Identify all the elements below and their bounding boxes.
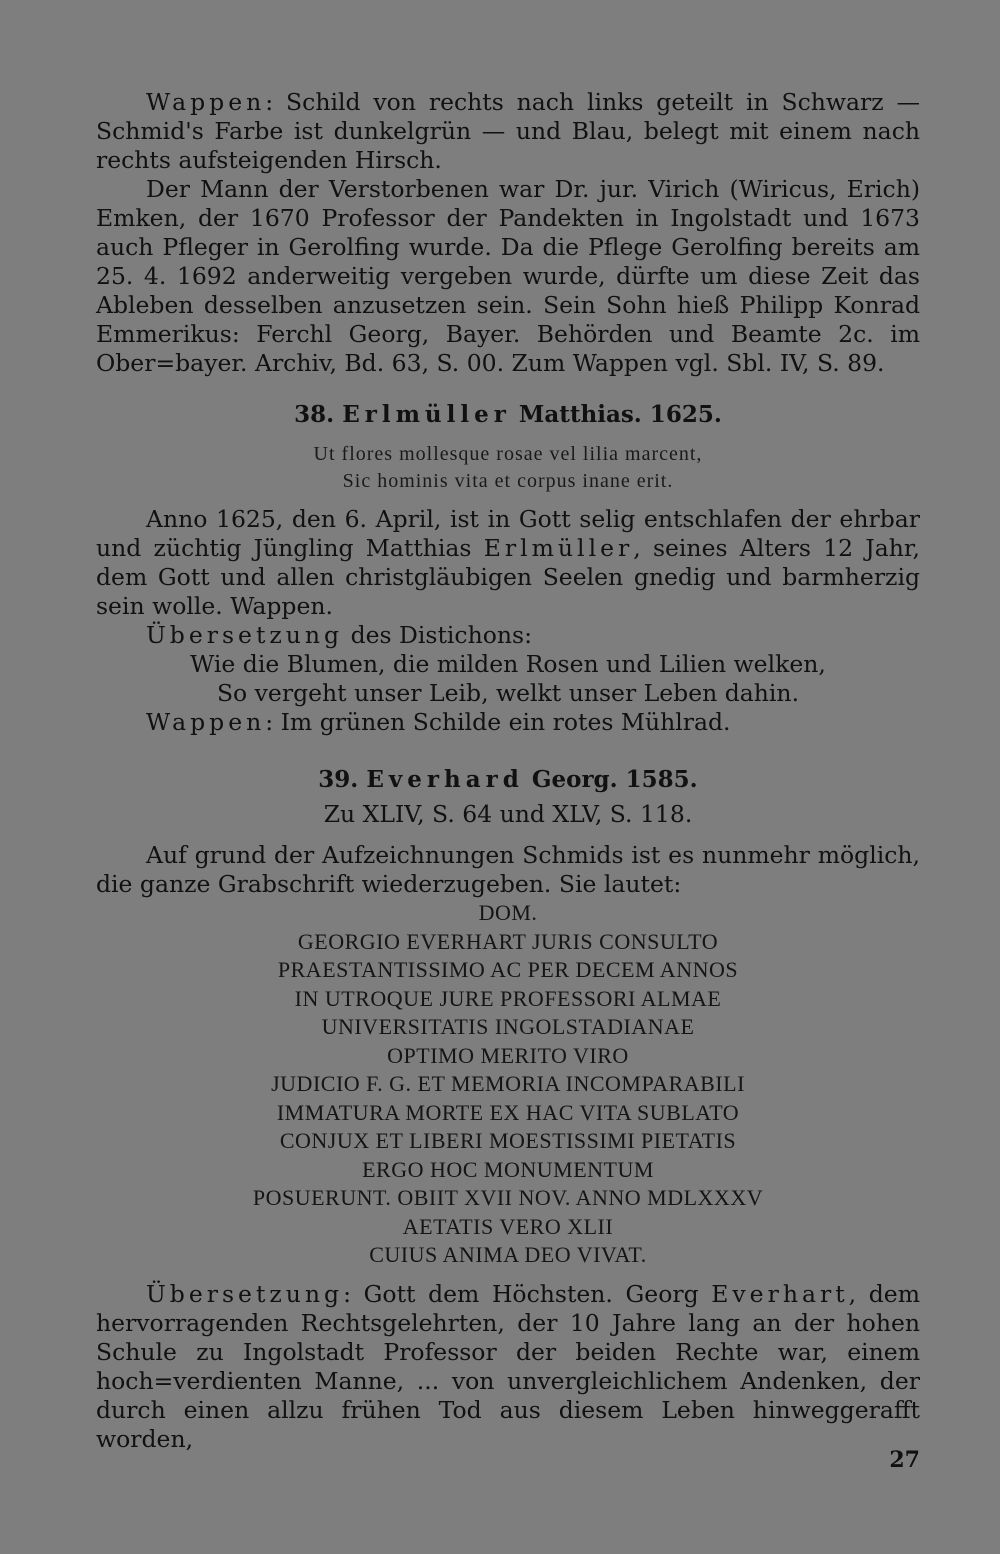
latin-motto [96, 441, 920, 495]
wappen-label: Wappen [146, 88, 266, 116]
epitaph-line: DOM. [478, 900, 538, 925]
epitaph-line: JUDICIO F. G. ET MEMORIA INCOMPARABILI [271, 1071, 745, 1096]
uebersetzung-line [96, 621, 920, 650]
section-39-name-rest: Georg. 1585. [531, 766, 698, 793]
epitaph-line: POSUERUNT. OBIIT XVII NOV. ANNO MDLXXXV [252, 1185, 764, 1210]
epitaph-line: ERGO HOC MONUMENTUM [362, 1156, 654, 1182]
translation-text-b: , dem hervorragenden Rechtsgelehrten, der 10 Jahre lang an der hohen Schule zu Ingolstadt Professor der beiden Rechte war, einem hoch=verdienten Manne, ... von unvergleichlichem Andenken, der durch einen allzu frühen Tod aus diesem Leben hinweggerafft worden, [96, 1279, 920, 1453]
translation-label: Übersetzung [146, 1279, 344, 1308]
erlmueller-paragraph [96, 505, 920, 621]
verse-line-1: Wie die Blumen, die milden Rosen und Lilien welken, [190, 650, 826, 678]
everhard-intro: Auf grund der Aufzeichnungen Schmids ist es nunmehr möglich, die ganze Grabschrift wiederzugeben. Sie lautet: [96, 841, 920, 898]
section-38-heading [96, 400, 920, 429]
translation-name: Everhart [711, 1279, 849, 1308]
wappen-38-paragraph [96, 708, 920, 737]
epitaph-line: CONJUX ET LIBERI MOESTISSIMI PIETATIS [279, 1128, 737, 1153]
epitaph-line: IN UTROQUE JURE PROFESSORI ALMAE [294, 985, 722, 1011]
translation-text-a: : Gott dem Höchsten. Georg [343, 1279, 712, 1308]
epitaph [96, 899, 920, 1270]
section-38-name-rest: Matthias. 1625. [518, 401, 722, 428]
wappen-text: : Schild von rechts nach links geteilt in Schwarz — Schmid's Farbe ist dunkelgrün — und Blau, belegt mit einem nach rechts aufsteigenden Hirsch. [96, 88, 920, 174]
section-39-heading [96, 765, 920, 794]
wappen-paragraph [96, 88, 920, 175]
section-38-name: Erlmüller [342, 401, 511, 428]
epitaph-line: PRAESTANTISSIMO AC PER DECEM ANNOS [277, 957, 739, 982]
wappen-38-label: Wappen [146, 708, 266, 736]
erlmueller-text-end: , seines Alters 12 Jahr, dem Gott und allen christgläubigen Seelen gnedig und barmherzig sein wolle. Wappen. [96, 534, 920, 620]
section-39-number: 39. [318, 766, 359, 793]
epitaph-line: OPTIMO MERITO VIRO [387, 1042, 629, 1068]
section-38-number: 38. [294, 401, 335, 428]
uebersetzung-rest: des Distichons: [343, 621, 532, 649]
page-number: 27 [889, 1447, 920, 1473]
epitaph-line: AETATIS VERO XLII [402, 1213, 614, 1239]
epitaph-line: IMMATURA MORTE EX HAC VITA SUBLATO [276, 1099, 740, 1125]
epitaph-line: GEORGIO EVERHART JURIS CONSULTO [297, 928, 719, 954]
verse-line-2: So vergeht unser Leib, welkt unser Leben dahin. [216, 679, 800, 707]
wappen-38-text: : Im grünen Schilde ein rotes Mühlrad. [265, 708, 731, 736]
uebersetzung-label: Übersetzung [146, 621, 344, 649]
motto-line-1: Ut flores mollesque rosae vel lilia marcent, [313, 443, 703, 465]
erlmueller-name: Erlmüller [483, 534, 634, 562]
erlmueller-text-start: Anno 1625, den 6. April, ist in Gott selig entschlafen der ehrbar und züchtig Jüngling Matthias [96, 505, 920, 562]
section-39-name: Everhard [366, 766, 524, 793]
section-39-reference: Zu XLIV, S. 64 und XLV, S. 118. [323, 800, 693, 828]
emken-paragraph: Der Mann der Verstorbenen war Dr. jur. Virich (Wiricus, Erich) Emken, der 1670 Professor der Pandekten in Ingolstadt und 1673 auch Pfleger in Gerolfing wurde. Da die Pflege Gerolfing bereits am 25. 4. 1692 anderweitig vergeben wurde, dürfte um diese Zeit das Ableben desselben anzusetzen sein. Sein Sohn hieß Philipp Konrad Emmerikus: Ferchl Georg, Bayer. Behörden und Beamte 2c. im Ober=bayer. Archiv, Bd. 63, S. 00. Zum Wappen vgl. Sbl. IV, S. 89. [96, 175, 920, 377]
motto-line-2: Sic hominis vita et corpus inane erit. [342, 470, 674, 492]
epitaph-line: UNIVERSITATIS INGOLSTADIANAE [321, 1014, 695, 1039]
page-body [96, 88, 920, 1454]
epitaph-line: CUIUS ANIMA DEO VIVAT. [369, 1242, 647, 1267]
everhard-translation [96, 1280, 920, 1454]
